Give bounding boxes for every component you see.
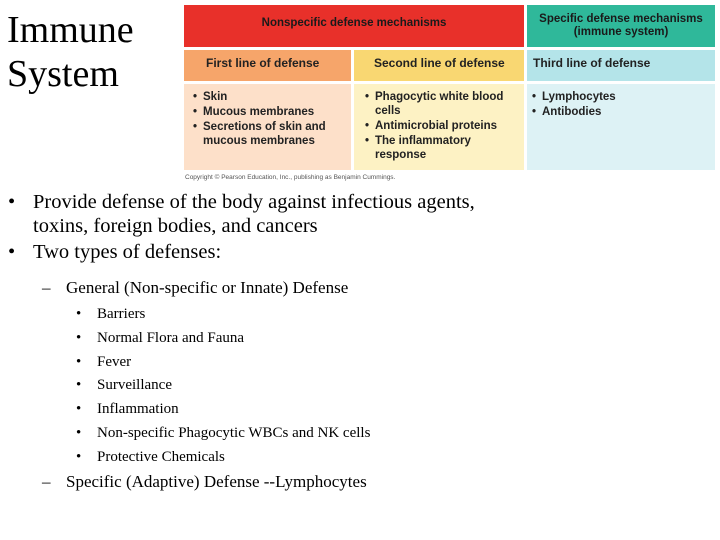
- list-item: • The inflammatory response: [365, 134, 520, 162]
- first-line-cell: [184, 84, 351, 170]
- second-line-header: Second line of defense: [354, 50, 524, 81]
- slide-title-line2: System: [7, 53, 119, 95]
- bullet-two-types: • Two types of defenses:: [0, 240, 480, 264]
- specific-header-line2: (immune system): [573, 26, 669, 38]
- first-line-header: First line of defense: [184, 50, 351, 81]
- list-item: • Protective Chemicals: [0, 446, 720, 470]
- bullet-list: [0, 190, 720, 492]
- list-item: • Phagocytic white blood cells: [365, 90, 520, 118]
- list-item: • Skin: [193, 90, 347, 104]
- general-defense-label: – General (Non-specific or Innate) Defense: [0, 277, 720, 298]
- list-item: • Antibodies: [532, 105, 711, 119]
- list-item: • Mucous membranes: [193, 105, 347, 119]
- slide-title: [7, 8, 134, 96]
- specific-header-line1: Specific defense mechanisms: [539, 13, 703, 25]
- nonspecific-header: Nonspecific defense mechanisms: [184, 5, 524, 47]
- list-item: • Surveillance: [0, 374, 720, 398]
- copyright-notice: Copyright © Pearson Education, Inc., publishing as Benjamin Cummings.: [185, 174, 396, 181]
- general-defense-list: [0, 303, 720, 470]
- list-item: • Inflammation: [0, 398, 720, 422]
- list-item: • Lymphocytes: [532, 90, 711, 104]
- third-line-header: Third line of defense: [527, 50, 715, 81]
- second-line-cell: [354, 84, 524, 170]
- list-item: • Barriers: [0, 303, 720, 327]
- defense-mechanisms-table: [184, 5, 715, 170]
- specific-header: [527, 5, 715, 47]
- list-item: • Normal Flora and Fauna: [0, 327, 720, 351]
- list-item: • Secretions of skin and mucous membranes: [193, 120, 347, 148]
- list-item: • Non-specific Phagocytic WBCs and NK cells: [0, 422, 720, 446]
- list-item: • Fever: [0, 351, 720, 375]
- third-line-cell: [527, 84, 715, 170]
- slide-title-line1: Immune: [7, 9, 134, 51]
- list-item: • Antimicrobial proteins: [365, 119, 520, 133]
- bullet-provide-defense: • Provide defense of the body against infectious agents, toxins, foreign bodies, and cancers: [0, 190, 480, 238]
- specific-defense-label: – Specific (Adaptive) Defense --Lymphocytes: [0, 471, 720, 492]
